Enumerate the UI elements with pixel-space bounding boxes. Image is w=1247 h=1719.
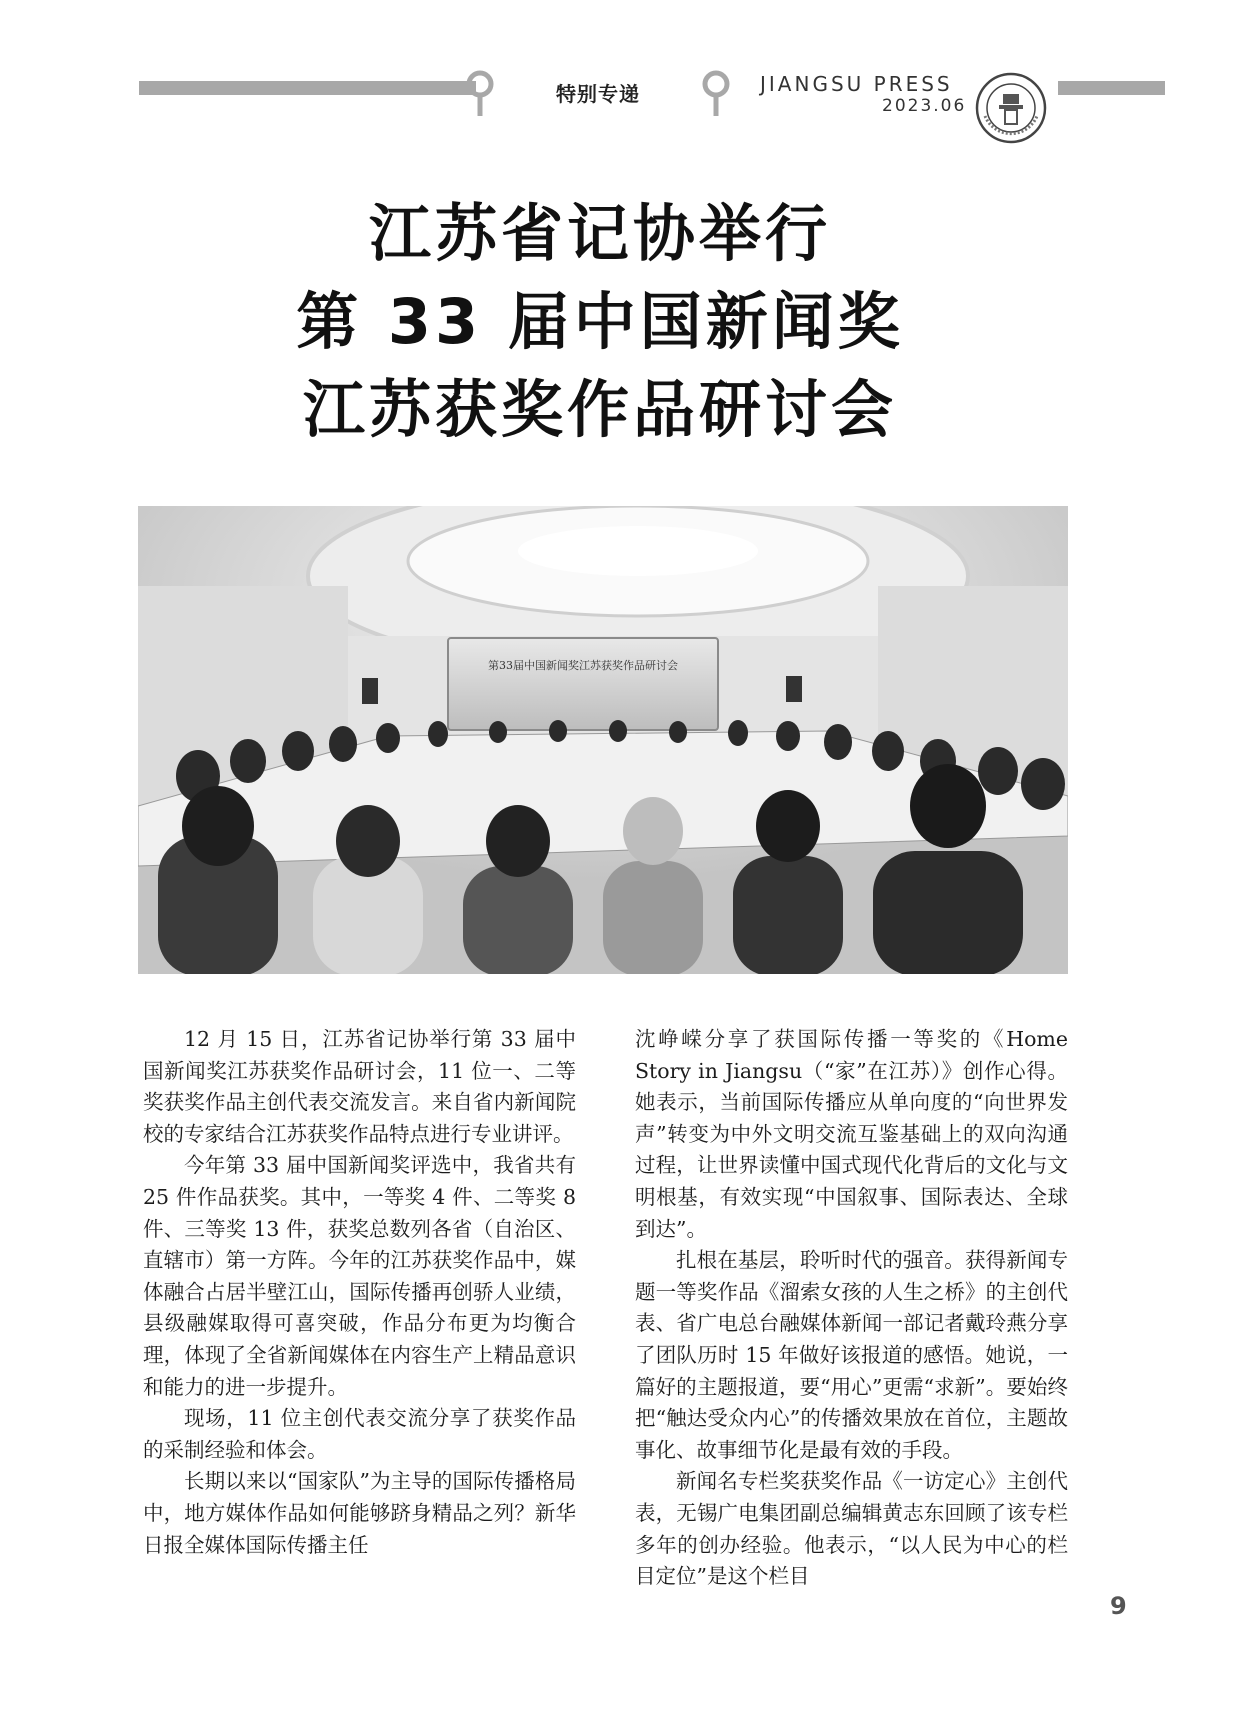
article-title <box>0 190 1200 454</box>
header-rule-right <box>1058 81 1165 95</box>
map-pin-icon <box>466 70 494 118</box>
brand-name: JIANGSU PRESS <box>760 72 953 96</box>
article-paragraph: 长期以来以“国家队”为主导的国际传播格局中，地方媒体作品如何能够跻身精品之列？新华日报全媒体国际传播主任 <box>143 1469 576 1557</box>
meeting-photo <box>138 506 1068 974</box>
association-seal-logo <box>975 72 1047 144</box>
section-label: 特别专递 <box>556 82 640 106</box>
page-number: 9 <box>1110 1592 1127 1620</box>
title-line: 江苏省记协举行 <box>368 197 831 270</box>
article-column-right <box>635 1024 1068 1593</box>
article-paragraph: 新闻名专栏奖获奖作品《一访定心》主创代表，无锡广电集团副总编辑黄志东回顾了该专栏多年的创办经验。他表示，“以人民为中心的栏目定位”是这个栏目 <box>635 1469 1068 1589</box>
article-paragraph: 扎根在基层，聆听时代的强音。获得新闻专题一等奖作品《溜索女孩的人生之桥》的主创代表、省广电总台融媒体新闻一部记者戴玲燕分享了团队历时 15 年做好该报道的感悟。她说，一篇好的主题报道，要“用心”更需“求新”。要始终把“触达受众内心”的传播效果放在首位，主题故事化、故事细节化是最有效的手段。 <box>635 1248 1068 1462</box>
map-pin-icon <box>702 70 730 118</box>
article-paragraph: 沈峥嵘分享了获国际传播一等奖的《Home Story in Jiangsu（“家”在江苏）》创作心得。她表示，当前国际传播应从单向度的“向世界发声”转变为中外文明交流互鉴基础上的双向沟通过程，让世界读懂中国式现代化背后的文化与文明根基，有效实现“中国叙事、国际表达、全球到达”。 <box>635 1027 1068 1241</box>
title-line: 江苏获奖作品研讨会 <box>302 373 897 446</box>
article-column-left <box>143 1024 576 1561</box>
header-rule-left <box>139 81 476 95</box>
title-line: 第 33 届中国新闻奖 <box>296 285 904 358</box>
issue-number: 2023.06 <box>882 96 967 116</box>
article-paragraph: 现场，11 位主创代表交流分享了获奖作品的采制经验和体会。 <box>143 1406 576 1462</box>
article-paragraph: 今年第 33 届中国新闻奖评选中，我省共有 25 件作品获奖。其中，一等奖 4 件、二等奖 8 件、三等奖 13 件，获奖总数列各省（自治区、直辖市）第一方阵。今年的江苏获奖作品中，媒体融合占居半壁江山，国际传播再创骄人业绩，县级融媒取得可喜突破，作品分布更为均衡合理，体现了全省新闻媒体在内容生产上精品意识和能力的进一步提升。 <box>143 1153 576 1399</box>
screen-banner-text: 第33届中国新闻奖江苏获奖作品研讨会 <box>488 659 678 672</box>
article-paragraph: 12 月 15 日，江苏省记协举行第 33 届中国新闻奖江苏获奖作品研讨会，11 位一、二等奖获奖作品主创代表交流发言。来自省内新闻院校的专家结合江苏获奖作品特点进行专业讲评。 <box>143 1027 576 1146</box>
magazine-brand <box>760 72 967 116</box>
